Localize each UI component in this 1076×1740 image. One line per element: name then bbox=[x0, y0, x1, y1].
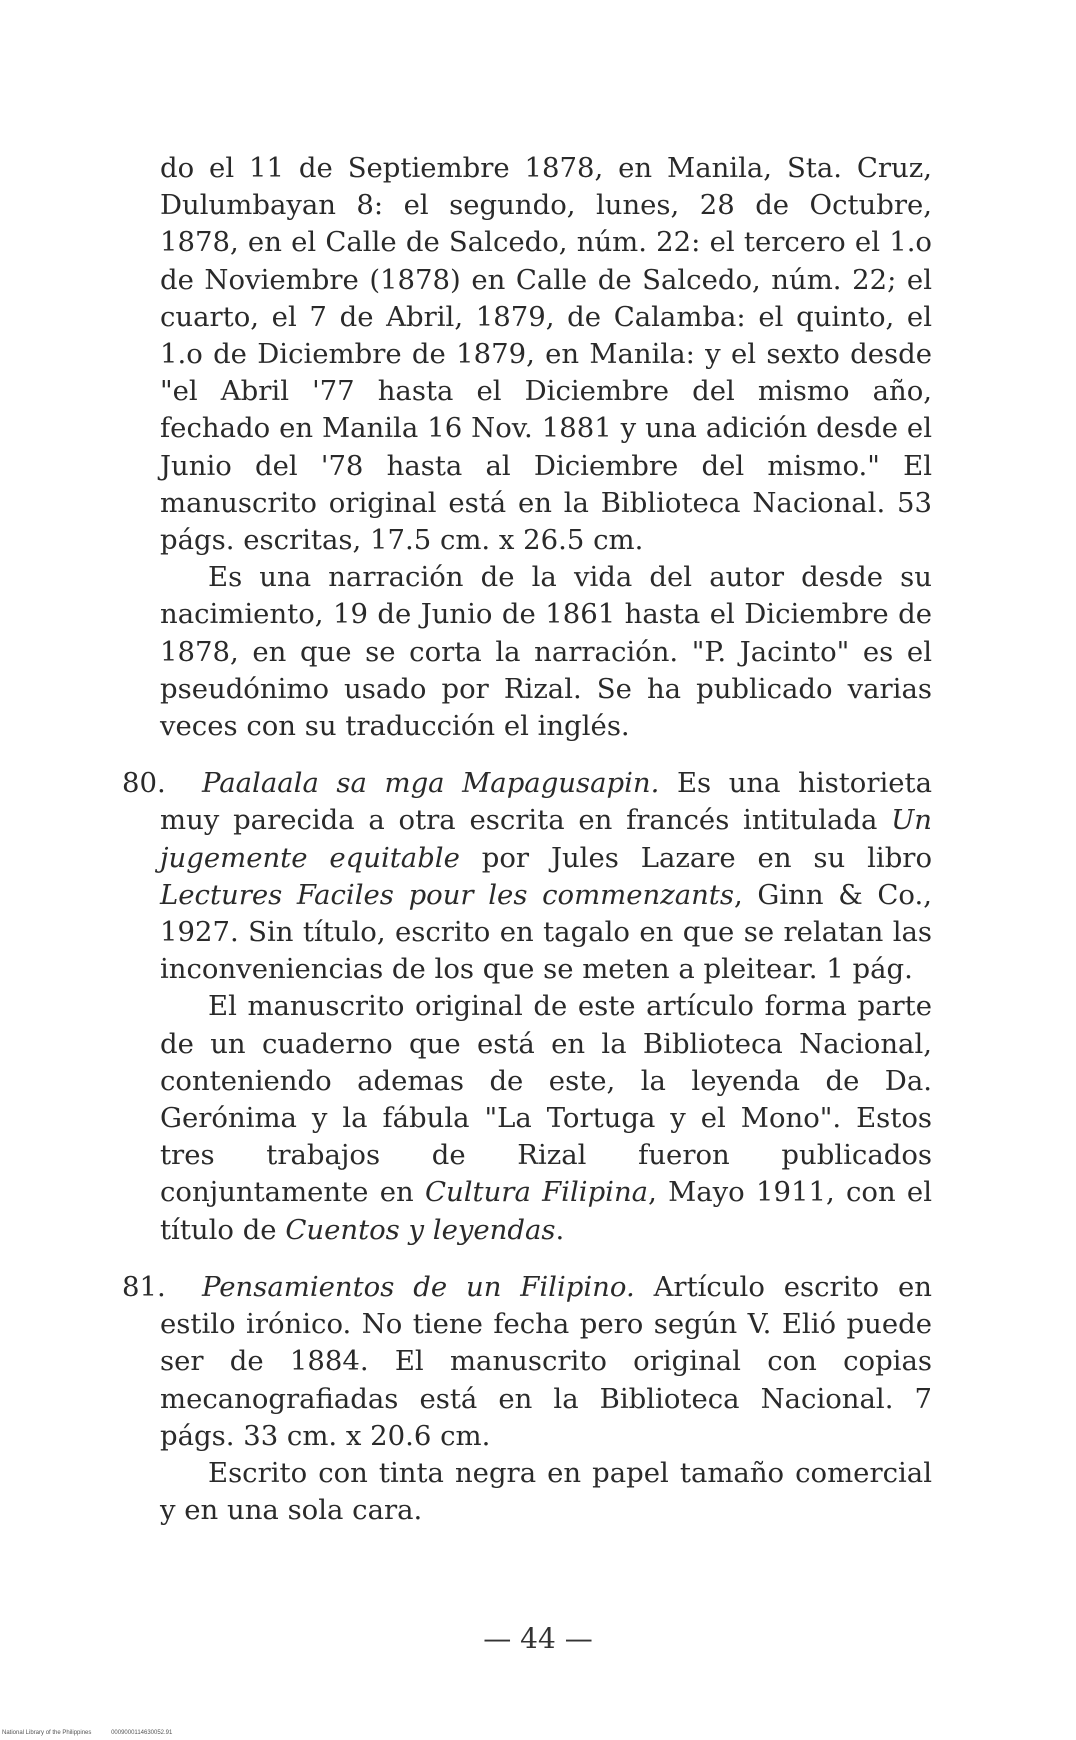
paragraph-continuation: do el 11 de Septiembre 1878, en Manila, Sta. Cruz, Dulumbayan 8: el segundo, lunes, 28 de Octubre, 1878, en el Calle de Salcedo, núm. 22: el tercero el 1.o de Noviembre (1878) en Calle de Salcedo, núm. 22; el cuarto, el 7 de Abril, 1879, de Calamba: el quinto, el 1.o de Diciembre de 1879, en Manila: y el sexto desde "el Abril '77 hasta el Diciembre del mismo año, fechado en Manila 16 Nov. 1881 y una adición desde el Junio del '78 hasta al Diciembre del mismo." El manuscrito original está en la Biblioteca Nacional. 53 págs. escritas, 17.5 cm. x 26.5 cm. bbox=[160, 152, 932, 557]
entry-text: Es una historieta muy parecida a otra escrita en francés intitulada bbox=[160, 767, 932, 837]
page-number: — 44 — bbox=[483, 1622, 593, 1655]
entry-81-note: Escrito con tinta negra en papel tamaño comercial y en una sola cara. bbox=[160, 1456, 932, 1527]
entry-number: 80. bbox=[122, 767, 166, 800]
entry-80-description bbox=[160, 765, 932, 988]
entry-text: Artículo escrito en estilo irónico. No tiene fecha pero según V. Elió puede ser de 1884. El manuscrito original con copias mecanografiadas está en la Biblioteca Nacional. 7 págs. 33 cm. x 20.6 cm. bbox=[160, 1270, 932, 1452]
footer-code: 0009000114630052.91 bbox=[111, 1730, 173, 1736]
page-content bbox=[122, 150, 933, 1529]
entry-80-note bbox=[160, 988, 932, 1248]
entry-text: El manuscrito original de este artículo forma parte de un cuaderno que está en la Biblioteca Nacional, conteniendo ademas de este, la leyenda de Da. Gerónima y la fábula "La Tortuga y el Mono". Estos tres trabajos de Rizal fueron publicados conjuntamente en bbox=[160, 990, 932, 1209]
entry-italic-title: Cuentos y leyendas bbox=[285, 1213, 556, 1246]
entry-italic-title: Lectures Faciles pour les commenzants bbox=[160, 878, 734, 911]
entry-80 bbox=[122, 765, 933, 1249]
entry-text: , Ginn & Co., 1927. Sin título, escrito en tagalo en que se relatan las inconveniencias de los que se meten a pleitear. 1 pág. bbox=[160, 878, 932, 986]
entry-number: 81. bbox=[122, 1270, 166, 1303]
entry-body bbox=[160, 1269, 932, 1529]
entry-text: por Jules Lazare en su libro bbox=[459, 841, 933, 874]
entry-text: . bbox=[555, 1213, 565, 1246]
entry-81-description bbox=[160, 1269, 932, 1455]
entry-81 bbox=[122, 1269, 932, 1529]
entry-text: , Mayo 1911, con el título de bbox=[160, 1176, 932, 1246]
entry-body bbox=[160, 765, 932, 1249]
footer-library: National Library of the Philippines bbox=[2, 1730, 92, 1736]
entry-title: Pensamientos de un Filipino. bbox=[202, 1270, 635, 1303]
paragraph-narration: Es una narración de la vida del autor desde su nacimiento, 19 de Junio de 1861 hasta el Diciembre de 1878, en que se corta la narración. "P. Jacinto" es el pseudónimo usado por Rizal. Se ha publicado varias veces con su traducción el inglés. bbox=[160, 561, 932, 743]
entry-italic-title: Cultura Filipina bbox=[424, 1176, 649, 1209]
entry-italic-title: Un jugemente equitable bbox=[160, 804, 932, 874]
entry-title: Paalaala sa mga Mapagusapin. bbox=[202, 767, 660, 800]
footer bbox=[2, 1729, 190, 1737]
